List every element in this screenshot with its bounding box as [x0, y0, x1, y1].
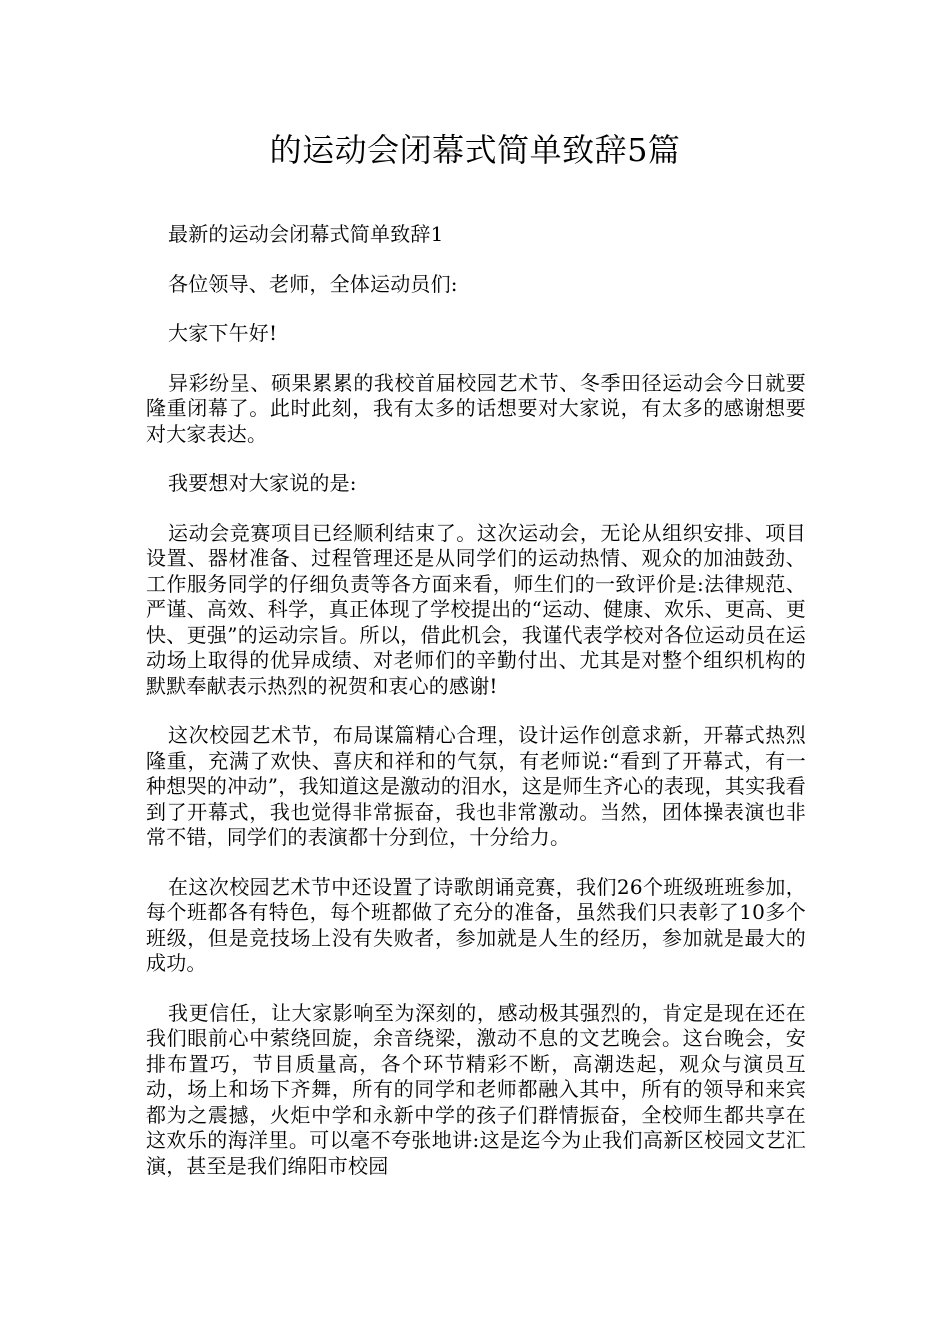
paragraph: 我更信任，让大家影响至为深刻的，感动极其强烈的，肯定是现在还在我们眼前心中萦绕回旋，余音绕梁，激动不息的文艺晚会。这台晚会，安排布置巧，节目质量高，各个环节精彩不断，高潮迭起，观众与演员互动，场上和场下齐舞，所有的同学和老师都融入其中，所有的领导和来宾都为之震撼，火炬中学和永新中学的孩子们群情振奋，全校师生都共享在这欢乐的海洋里。可以毫不夸张地讲:这是迄今为止我们高新区校园文艺汇演，甚至是我们绵阳市校园 — [146, 1000, 806, 1178]
paragraph-greeting: 大家下午好! — [168, 321, 278, 345]
paragraph: 这次校园艺术节，布局谋篇精心合理，设计运作创意求新，开幕式热烈隆重，充满了欢快、喜庆和祥和的气氛，有老师说:“看到了开幕式，有一种想哭的冲动”，我知道这是激动的泪水，这是师生齐心的表现，其实我看到了开幕式，我也觉得非常振奋，我也非常激动。当然，团体操表演也非常不错，同学们的表演都十分到位，十分给力。 — [146, 723, 806, 849]
document-body — [146, 222, 806, 1203]
paragraph: 我要想对大家说的是: — [168, 471, 357, 495]
paragraph: 异彩纷呈、硕果累累的我校首届校园艺术节、冬季田径运动会今日就要隆重闭幕了。此时此刻，我有太多的话想要对大家说，有太多的感谢想要对大家表达。 — [146, 370, 806, 446]
paragraph-heading: 最新的运动会闭幕式简单致辞1 — [168, 222, 444, 246]
paragraph-salutation: 各位领导、老师，全体运动员们: — [168, 271, 458, 296]
paragraph: 在这次校园艺术节中还设置了诗歌朗诵竞赛，我们26个班级班班参加，每个班都各有特色，每个班都做了充分的准备，虽然我们只表彰了10多个班级，但是竞技场上没有失败者，参加就是人生的经历，参加就是最大的成功。 — [146, 874, 806, 975]
document-title: 的运动会闭幕式简单致辞5篇 — [269, 131, 681, 169]
paragraph: 运动会竞赛项目已经顺利结束了。这次运动会，无论从组织安排、项目设置、器材准备、过程管理还是从同学们的运动热情、观众的加油鼓劲、工作服务同学的仔细负责等各方面来看，师生们的一致评价是:法律规范、严谨、高效、科学，真正体现了学校提出的“运动、健康、欢乐、更高、更快、更强”的运动宗旨。所以，借此机会，我谨代表学校对各位运动员在运动场上取得的优异成绩、对老师们的辛勤付出、尤其是对整个组织机构的默默奉献表示热烈的祝贺和衷心的感谢! — [146, 520, 806, 698]
